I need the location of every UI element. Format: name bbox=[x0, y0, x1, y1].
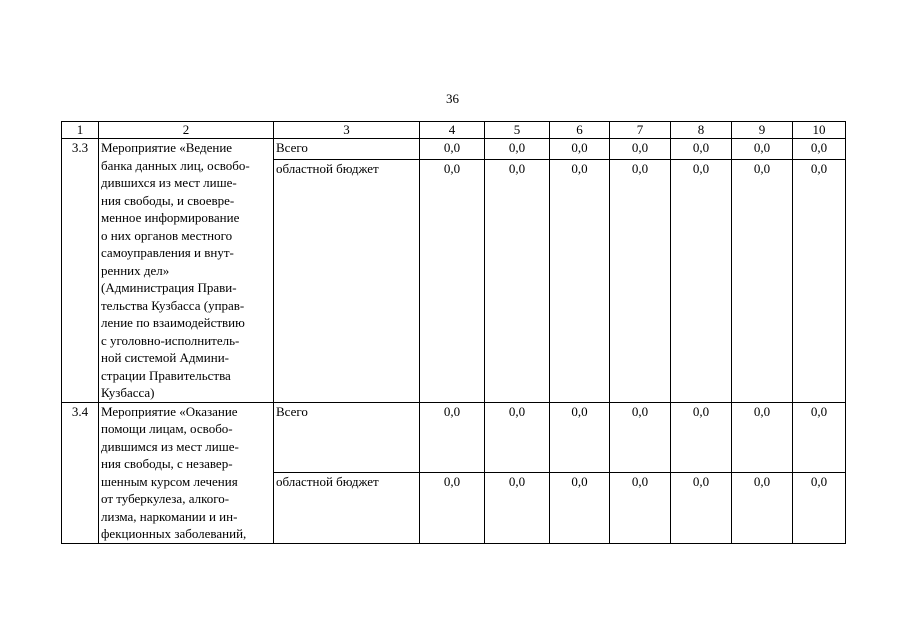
page-number: 36 bbox=[446, 91, 459, 106]
funding-table bbox=[61, 121, 846, 544]
column-header: 1 bbox=[62, 122, 99, 139]
funding-source: Всего bbox=[274, 139, 420, 160]
funding-source: областной бюджет bbox=[274, 159, 420, 402]
funding-value: 0,0 bbox=[485, 473, 550, 544]
column-header: 7 bbox=[610, 122, 671, 139]
column-header: 6 bbox=[550, 122, 610, 139]
funding-value: 0,0 bbox=[485, 159, 550, 402]
column-header: 2 bbox=[99, 122, 274, 139]
funding-value: 0,0 bbox=[550, 139, 610, 160]
funding-value: 0,0 bbox=[671, 159, 732, 402]
funding-value: 0,0 bbox=[793, 473, 846, 544]
funding-value: 0,0 bbox=[793, 139, 846, 160]
column-header: 9 bbox=[732, 122, 793, 139]
funding-value: 0,0 bbox=[550, 473, 610, 544]
funding-value: 0,0 bbox=[610, 139, 671, 160]
funding-value: 0,0 bbox=[671, 402, 732, 473]
funding-source: областной бюджет bbox=[274, 473, 420, 544]
column-header: 3 bbox=[274, 122, 420, 139]
funding-source: Всего bbox=[274, 402, 420, 473]
funding-value: 0,0 bbox=[610, 402, 671, 473]
measure-number: 3.3 bbox=[62, 139, 99, 403]
funding-value: 0,0 bbox=[485, 139, 550, 160]
funding-value: 0,0 bbox=[732, 402, 793, 473]
funding-value: 0,0 bbox=[550, 402, 610, 473]
funding-value: 0,0 bbox=[550, 159, 610, 402]
column-header: 10 bbox=[793, 122, 846, 139]
table-header-row bbox=[62, 122, 846, 139]
funding-value: 0,0 bbox=[793, 402, 846, 473]
funding-value: 0,0 bbox=[610, 159, 671, 402]
funding-value: 0,0 bbox=[732, 473, 793, 544]
table-row bbox=[62, 139, 846, 160]
column-header: 5 bbox=[485, 122, 550, 139]
measure-description: Мероприятие «Оказание помощи лицам, освобо- дившимся из мест лише- ния свободы, с незавер- шенным курсом лечения от туберкулеза, алкого- лизма, наркомании и ин- фекционных заболеваний, bbox=[99, 402, 274, 543]
funding-value: 0,0 bbox=[732, 139, 793, 160]
funding-value: 0,0 bbox=[485, 402, 550, 473]
column-header: 8 bbox=[671, 122, 732, 139]
funding-value: 0,0 bbox=[420, 402, 485, 473]
column-header: 4 bbox=[420, 122, 485, 139]
funding-value: 0,0 bbox=[671, 139, 732, 160]
measure-description: Мероприятие «Ведение банка данных лиц, освобо- дившихся из мест лише- ния свободы, и своевре- менное информирование о них органов местного самоуправления и внут- ренних дел» (Администрация Прави- тельства Кузбасса (управ- ление по взаимодействию с уголовно-исполнитель- ной системой Админи- страции Правительства Кузбасса) bbox=[99, 139, 274, 403]
funding-value: 0,0 bbox=[732, 159, 793, 402]
funding-value: 0,0 bbox=[671, 473, 732, 544]
funding-value: 0,0 bbox=[420, 159, 485, 402]
measure-number: 3.4 bbox=[62, 402, 99, 543]
table-row bbox=[62, 402, 846, 473]
funding-value: 0,0 bbox=[420, 473, 485, 544]
funding-value: 0,0 bbox=[610, 473, 671, 544]
funding-value: 0,0 bbox=[793, 159, 846, 402]
funding-value: 0,0 bbox=[420, 139, 485, 160]
